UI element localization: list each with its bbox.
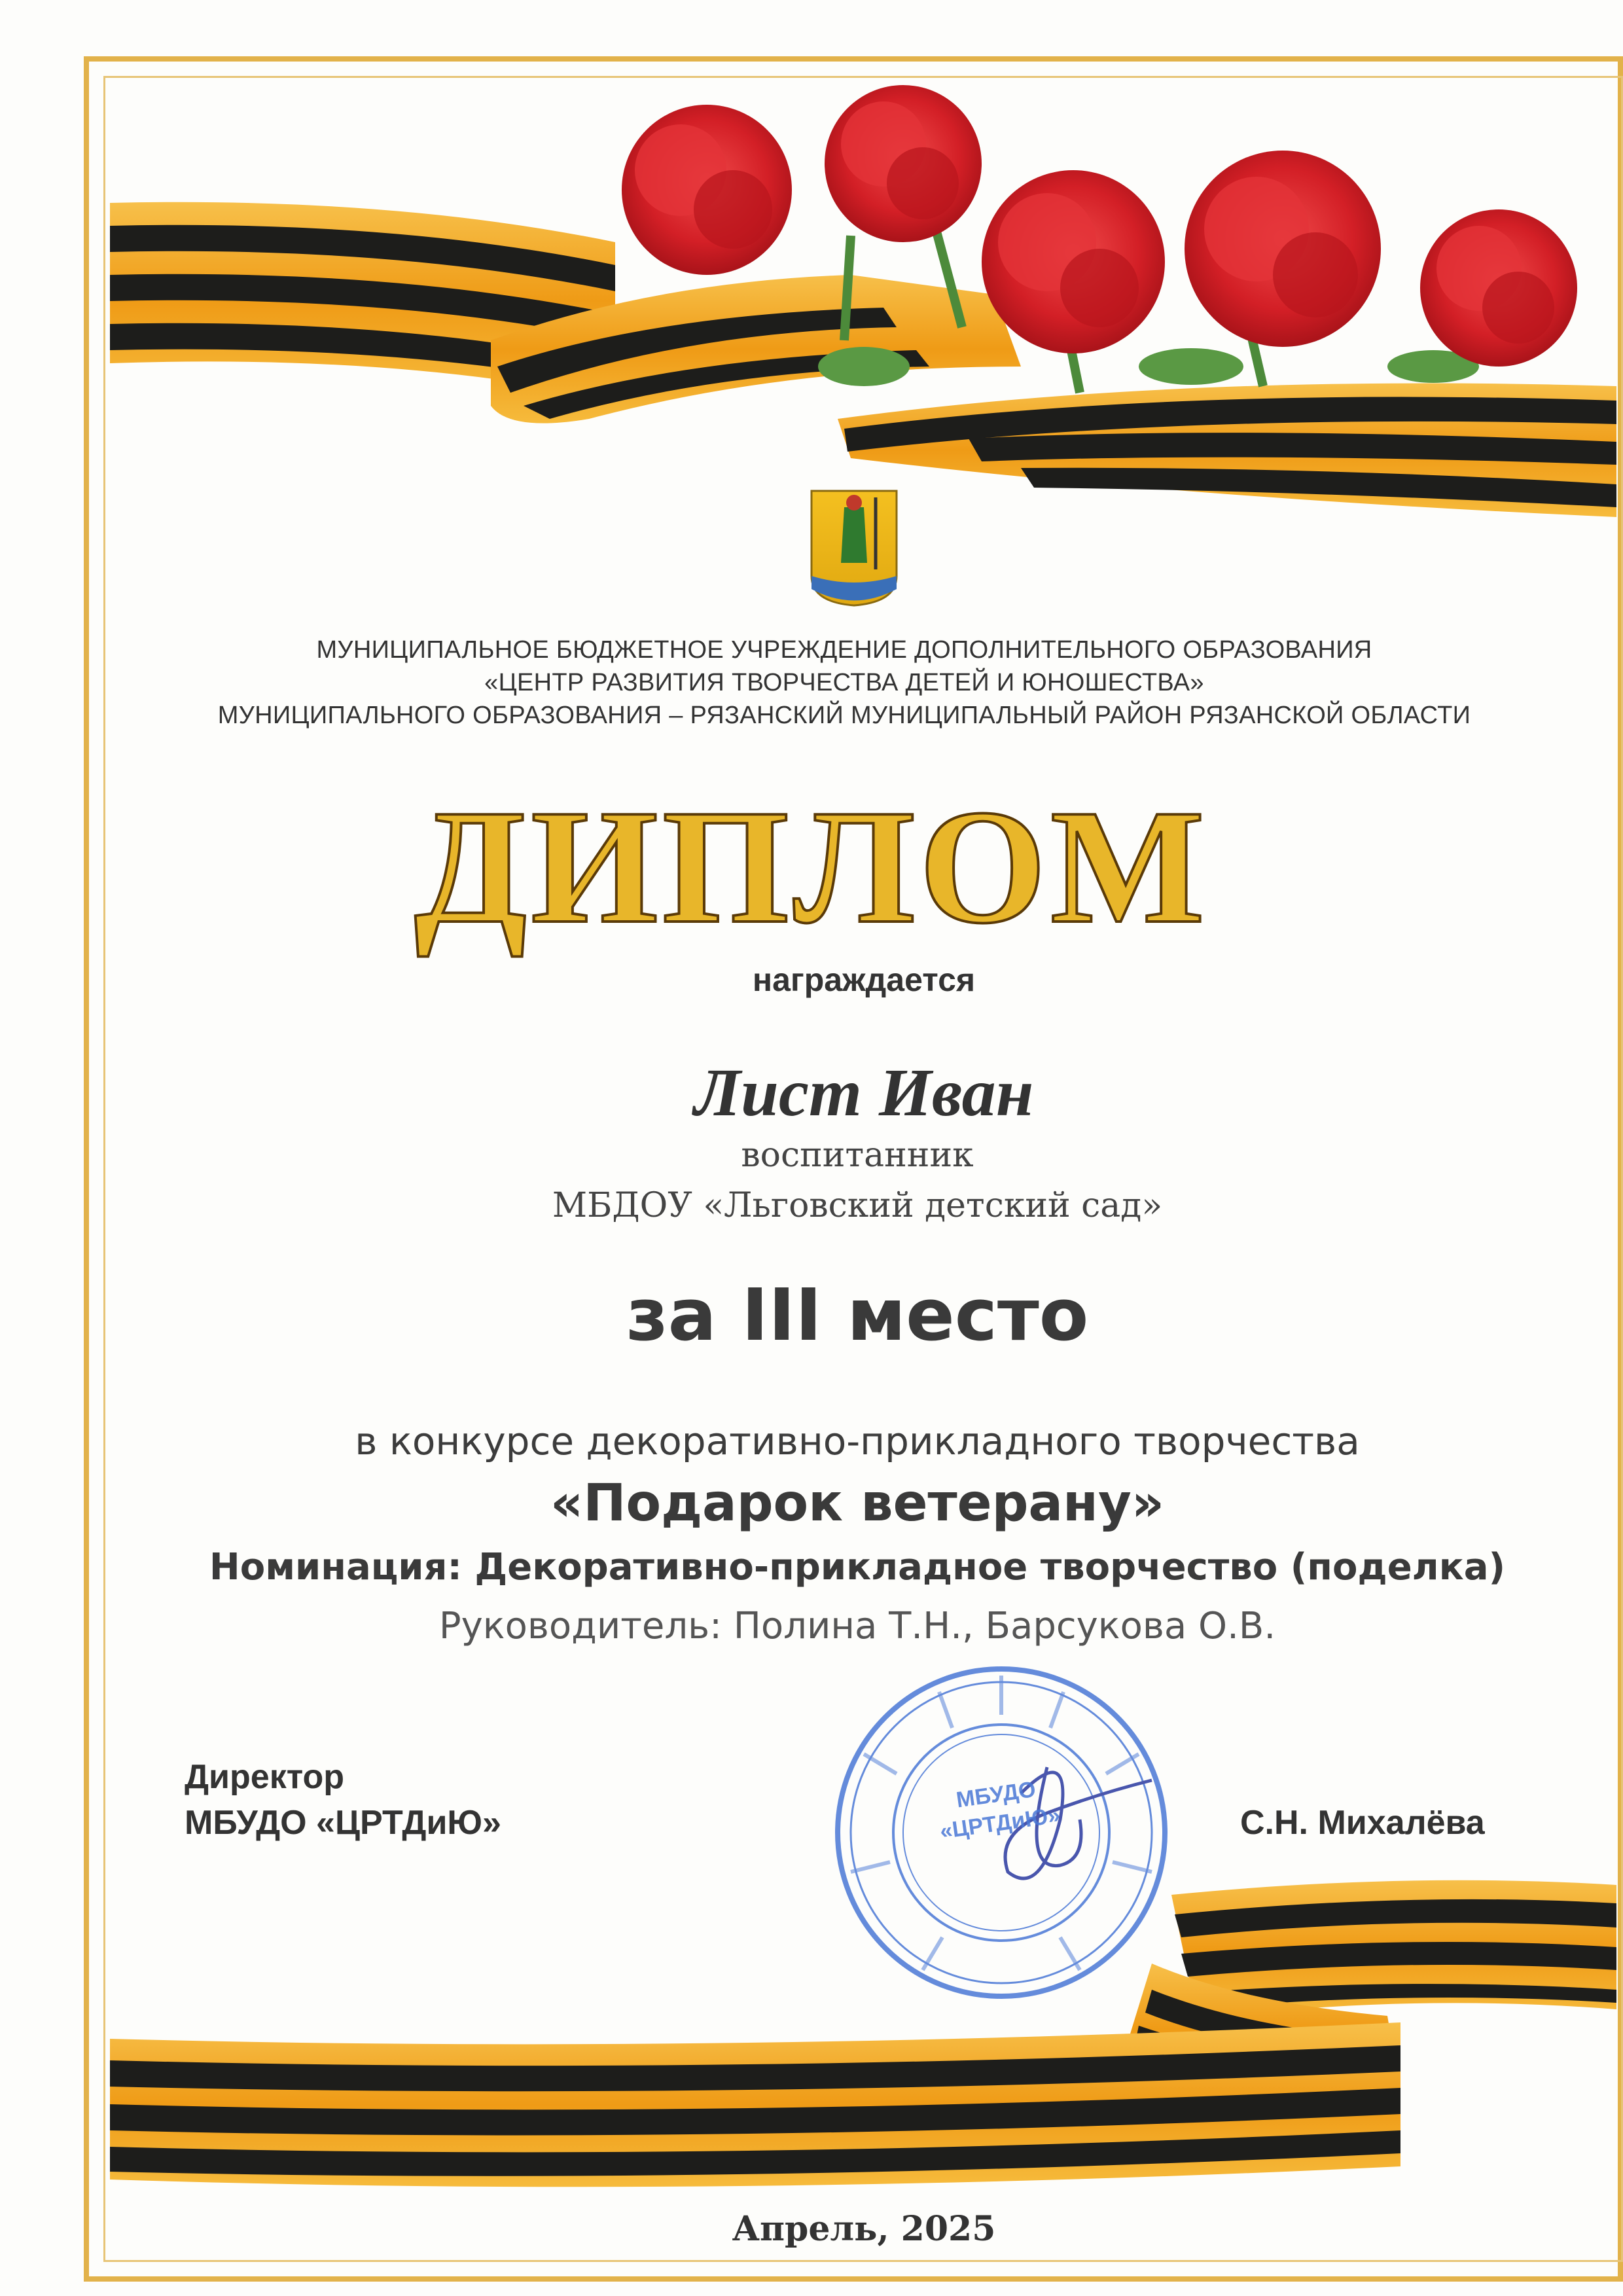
recipient-name: Лист Иван	[694, 1055, 1034, 1130]
issue-date: Апрель, 2025	[732, 2209, 996, 2249]
diploma-title: ДИПЛОМ	[414, 776, 1209, 958]
recipient-role: воспитанник	[741, 1136, 974, 1175]
st-george-ribbon-top-right	[838, 384, 1616, 517]
ryazan-coat-of-arms-icon	[812, 491, 897, 605]
director-title	[185, 1754, 501, 1846]
signer-name: С.Н. Михалёва	[1240, 1804, 1485, 1842]
director-title-line-1: Директор	[185, 1758, 345, 1796]
st-george-ribbon-bottom-left	[110, 2022, 1400, 2187]
stamp-center-text: МБУДО «ЦРТДиЮ»	[938, 1776, 1062, 1844]
organization-header	[157, 634, 1531, 732]
org-line-1: МУНИЦИПАЛЬНОЕ БЮДЖЕТНОЕ УЧРЕЖДЕНИЕ ДОПОЛНИТЕЛЬНОГО ОБРАЗОВАНИЯ	[316, 636, 1372, 664]
award-place: за III место	[626, 1273, 1089, 1357]
org-line-2: «ЦЕНТР РАЗВИТИЯ ТВОРЧЕСТВА ДЕТЕЙ И ЮНОШЕСТВА»	[484, 669, 1204, 696]
contest-description: в конкурсе декоративно-прикладного творчества	[355, 1419, 1360, 1463]
org-line-3: МУНИЦИПАЛЬНОГО ОБРАЗОВАНИЯ – РЯЗАНСКИЙ МУНИЦИПАЛЬНЫЙ РАЙОН РЯЗАНСКОЙ ОБЛАСТИ	[217, 702, 1471, 729]
nomination: Номинация: Декоративно-прикладное творчество (поделка)	[209, 1546, 1506, 1588]
recipient-institution: МБДОУ «Льговский детский сад»	[552, 1186, 1163, 1225]
director-title-line-2: МБУДО «ЦРТДиЮ»	[185, 1804, 501, 1842]
awarded-label: награждается	[752, 961, 976, 998]
contest-name: «Подарок ветерану»	[550, 1474, 1165, 1533]
supervisor: Руководитель: Полина Т.Н., Барсукова О.В.	[438, 1605, 1276, 1647]
